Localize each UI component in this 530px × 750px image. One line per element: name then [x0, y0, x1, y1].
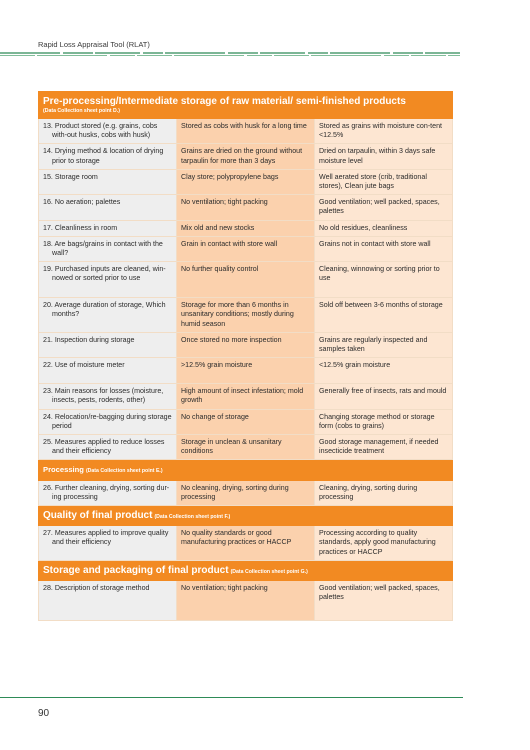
high-loss-cell: Clay store; polypropylene bags: [177, 169, 315, 194]
section-header-processing: [39, 460, 453, 480]
low-loss-cell: Processing according to quality standards, apply good manufacturing practices or HACCP: [315, 526, 453, 561]
section-note: (Data Collection sheet point E.): [85, 468, 163, 475]
table-row: [39, 409, 453, 434]
low-loss-cell: Changing storage method or storage form (cobs to grains): [315, 409, 453, 434]
low-loss-cell: Good ventilation; well packed, spaces, palettes: [315, 195, 453, 220]
criterion-cell: 18. Are bags/grains in contact with the wall?: [43, 239, 163, 258]
high-loss-cell: Once stored no more inspection: [177, 332, 315, 357]
page-number: 90: [38, 708, 50, 719]
table-row: [39, 119, 453, 144]
criterion-cell: 22. Use of moisture meter: [43, 361, 125, 370]
high-loss-cell: Grain in contact with store wall: [177, 236, 315, 261]
high-loss-cell: No change of storage: [177, 409, 315, 434]
criterion-cell: 26. Further cleaning, drying, sorting dur-ing processing: [43, 483, 170, 501]
table-row: [39, 298, 453, 333]
criterion-cell: 20. Average duration of storage, Which months?: [43, 301, 166, 319]
low-loss-cell: Generally free of insects, rats and mould: [315, 384, 453, 409]
header-decorative-rule: [0, 52, 460, 58]
low-loss-cell: Grains are regularly inspected and samples taken: [315, 332, 453, 357]
low-loss-cell: <12.5% grain moisture: [315, 358, 453, 384]
high-loss-cell: >12.5% grain moisture: [177, 358, 315, 384]
high-loss-cell: Grains are dried on the ground without tarpaulin for more than 3 days: [177, 144, 315, 169]
table-row: [39, 169, 453, 194]
section-title: Processing: [43, 465, 84, 475]
table-row: [39, 384, 453, 409]
criterion-cell: 16. No aeration; palettes: [43, 198, 121, 207]
table-row: [39, 332, 453, 357]
table-row: [39, 526, 453, 561]
table-row: [39, 262, 453, 298]
high-loss-cell: No ventilation; tight packing: [177, 195, 315, 220]
table-row: [39, 480, 453, 505]
criterion-cell: 19. Purchased inputs are cleaned, win-nowed or sorted prior to use: [43, 265, 166, 283]
high-loss-cell: Storage in unclean & unsanitary conditions: [177, 435, 315, 460]
low-loss-cell: Dried on tarpaulin, within 3 days safe moisture level: [315, 144, 453, 169]
low-loss-cell: Good storage management, if needed insecticide treatment: [315, 435, 453, 460]
table-row: [39, 435, 453, 460]
low-loss-cell: Grains not in contact with store wall: [315, 236, 453, 261]
high-loss-cell: No further quality control: [177, 262, 315, 298]
low-loss-cell: No old residues, cleanliness: [315, 220, 453, 236]
low-loss-cell: Sold off between 3-6 months of storage: [315, 298, 453, 333]
assessment-table: [38, 91, 453, 621]
low-loss-cell: Cleaning, drying, sorting during processing: [315, 480, 453, 505]
criterion-cell: 17. Cleanliness in room: [43, 223, 118, 232]
table-row: [39, 236, 453, 261]
table-row: [39, 581, 453, 621]
high-loss-cell: Stored as cobs with husk for a long time: [177, 119, 315, 144]
criterion-cell: 23. Main reasons for losses (moisture, insects, pests, rodents, other): [43, 387, 164, 405]
table-row: [39, 358, 453, 384]
section-title: Pre-processing/Intermediate storage of raw material/ semi-finished products: [43, 96, 406, 107]
section-header-storage: [39, 560, 453, 580]
criterion-cell: 25. Measures applied to reduce losses and their efficiency: [43, 438, 165, 456]
section-title: Quality of final product: [43, 510, 153, 522]
table-row: [39, 195, 453, 220]
section-title: Storage and packaging of final product: [43, 564, 229, 576]
assessment-table-wrapper: [38, 91, 453, 621]
section-header-quality: [39, 506, 453, 526]
criterion-cell: 15. Storage room: [43, 172, 98, 181]
high-loss-cell: No quality standards or good manufacturing practices or HACCP: [177, 526, 315, 561]
criterion-cell: 27. Measures applied to improve quality and their efficiency: [43, 529, 169, 547]
footer-rule: [0, 697, 463, 698]
high-loss-cell: High amount of insect infestation; mold growth: [177, 384, 315, 409]
low-loss-cell: Stored as grains with moisture con-tent <12.5%: [315, 119, 453, 144]
low-loss-cell: Cleaning, winnowing or sorting prior to use: [315, 262, 453, 298]
table-row: [39, 220, 453, 236]
high-loss-cell: No ventilation; tight packing: [177, 581, 315, 621]
section-note: (Data Collection sheet point F.): [154, 514, 231, 521]
high-loss-cell: Storage for more than 6 months in unsanitary conditions; mostly during humid season: [177, 298, 315, 333]
criterion-cell: 28. Description of storage method: [43, 584, 150, 593]
low-loss-cell: Good ventilation; well packed, spaces, palettes: [315, 581, 453, 621]
section-note: (Data Collection sheet point G.): [230, 568, 308, 575]
document-header-title: Rapid Loss Appraisal Tool (RLAT): [38, 40, 150, 49]
criterion-cell: 21. Inspection during storage: [43, 335, 135, 344]
criterion-cell: 14. Drying method & location of drying prior to storage: [43, 147, 164, 165]
high-loss-cell: No cleaning, drying, sorting during processing: [177, 480, 315, 505]
high-loss-cell: Mix old and new stocks: [177, 220, 315, 236]
low-loss-cell: Well aerated store (crib, traditional stores), Clean jute bags: [315, 169, 453, 194]
section-header-pre-processing: [39, 92, 453, 119]
section-note: (Data Collection sheet point D.): [43, 108, 120, 114]
criterion-cell: 24. Relocation/re-bagging during storage period: [43, 412, 172, 430]
table-row: [39, 144, 453, 169]
criterion-cell: 13. Product stored (e.g. grains, cobs with-out husks, cobs with husk): [43, 122, 158, 140]
